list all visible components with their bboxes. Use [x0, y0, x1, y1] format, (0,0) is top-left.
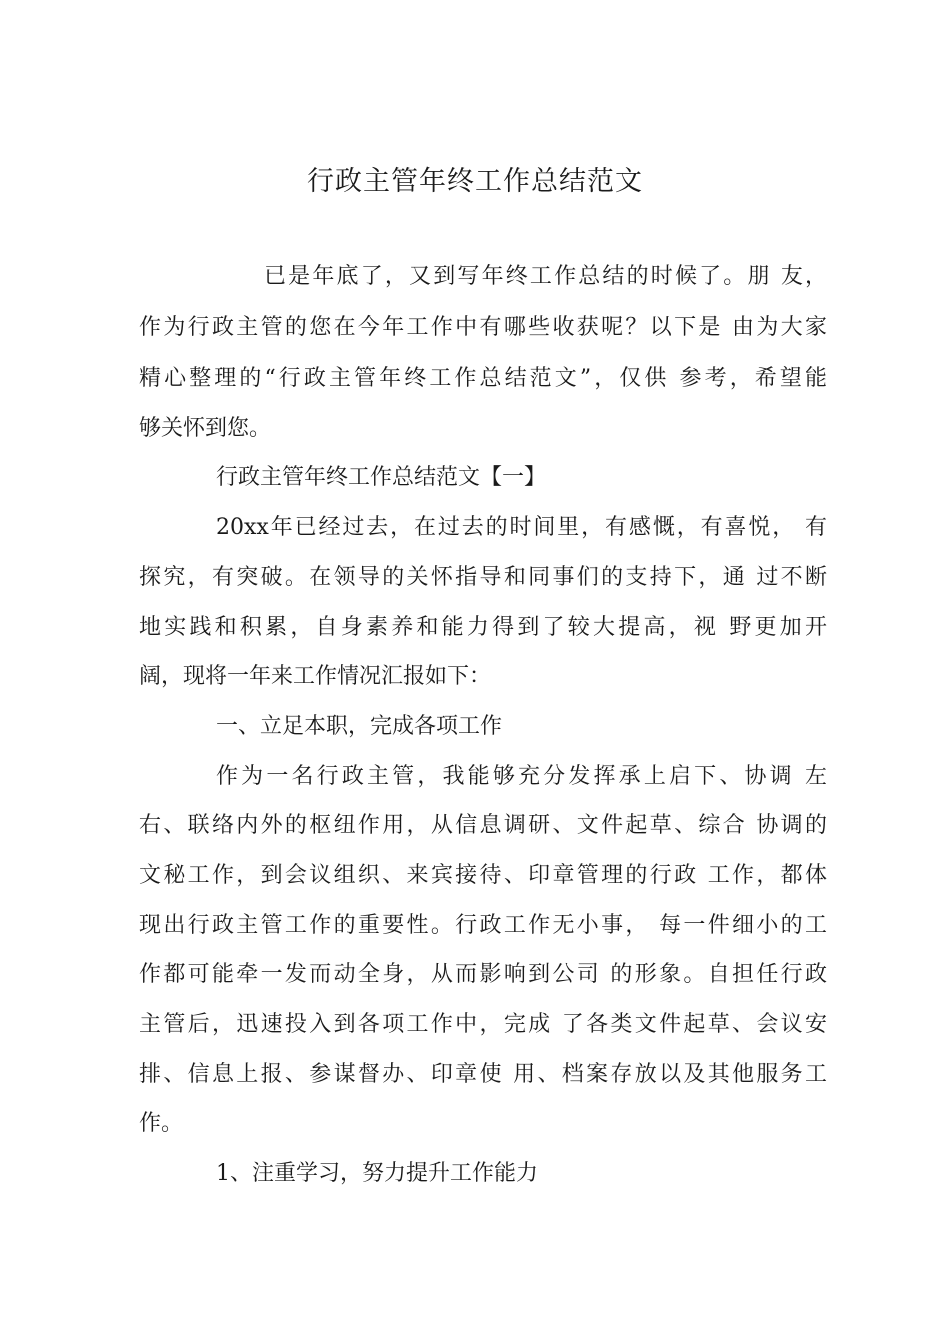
paragraph-line: 地实践和积累，自身素养和能力得到了较大提高，视 野更加开: [139, 615, 827, 640]
subsection-heading: 1、注重学习，努力提升工作能力: [216, 1161, 538, 1186]
intro-line: 精心整理的“行政主管年终工作总结范文”，仅供 参考，希望能: [139, 366, 827, 391]
paragraph-line: 排、信息上报、参谋督办、印章使 用、档案存放以及其他服务工: [139, 1062, 827, 1087]
paragraph-line: 阔，现将一年来工作情况汇报如下：: [139, 664, 492, 689]
intro-line: 作为行政主管的您在今年工作中有哪些收获呢？以下是 由为大家: [139, 315, 827, 340]
paragraph-line: 现出行政主管工作的重要性。行政工作无小事， 每一件细小的工: [139, 913, 827, 938]
paragraph-line: 文秘工作，到会议组织、来宾接待、印章管理的行政 工作，都体: [139, 863, 827, 888]
document-title: 行政主管年终工作总结范文: [307, 166, 643, 197]
paragraph-line: 探究，有突破。在领导的关怀指导和同事们的支持下，通 过不断: [139, 565, 827, 590]
paragraph-line: 右、联络内外的枢纽作用，从信息调研、文件起草、综合 协调的: [139, 813, 827, 838]
paragraph-line: 20xx年已经过去，在过去的时间里，有感慨，有喜悦， 有: [216, 515, 827, 540]
paragraph-line: 作为一名行政主管，我能够充分发挥承上启下、协调 左: [216, 764, 827, 789]
section-heading: 一、立足本职，完成各项工作: [216, 714, 503, 739]
intro-line: 已是年底了，又到写年终工作总结的时候了。朋 友，: [264, 264, 827, 289]
paragraph-line: 主管后，迅速投入到各项工作中，完成 了各类文件起草、会议安: [139, 1012, 827, 1037]
paragraph-line: 作都可能牵一发而动全身，从而影响到公司 的形象。自担任行政: [139, 962, 827, 987]
intro-line: 够关怀到您。: [139, 416, 272, 441]
paragraph-line: 作。: [139, 1111, 184, 1136]
section-title: 行政主管年终工作总结范文【一】: [216, 465, 547, 490]
